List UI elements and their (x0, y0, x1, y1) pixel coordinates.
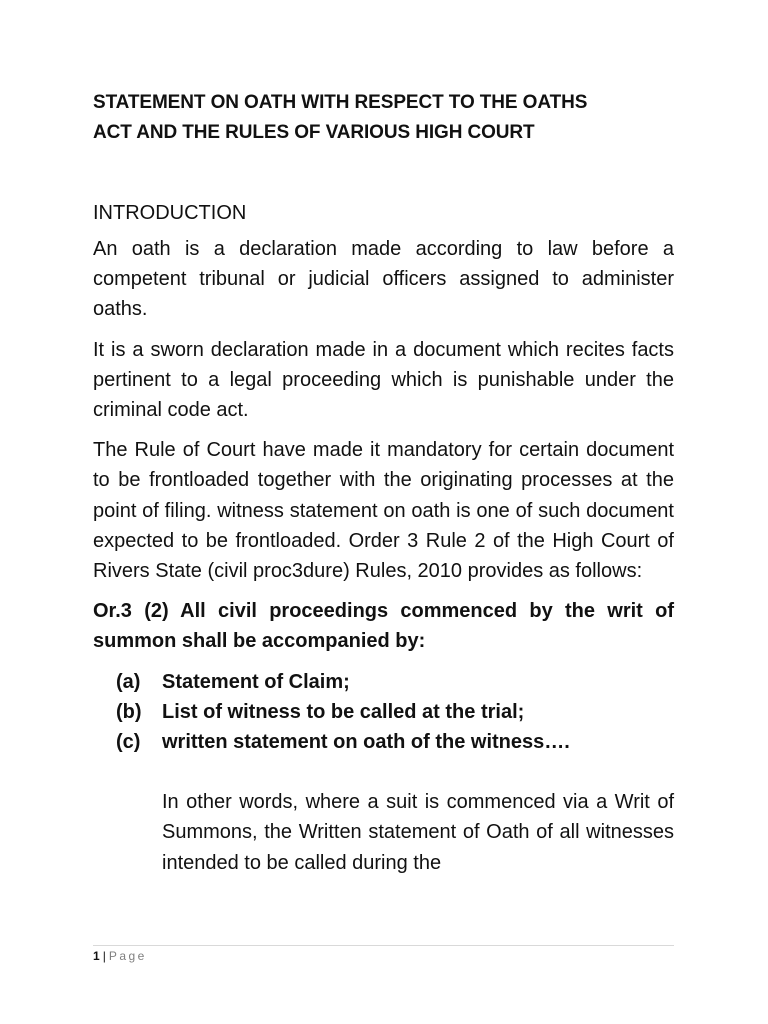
paragraph-in-other-words: In other words, where a suit is commenced via a Writ of Summons, the Written statement of Oath of all witnesses intended to be called during the (162, 791, 674, 874)
list-item (93, 697, 674, 727)
document-title (93, 88, 674, 148)
footer-separator: | (102, 949, 106, 963)
list-item-text: Statement of Claim; (162, 670, 350, 693)
page-number: 1 (93, 949, 100, 963)
page-footer (93, 945, 674, 963)
list-item (93, 667, 674, 697)
list-item (93, 727, 674, 757)
rule-quote: Or.3 (2) All civil proceedings commenced by the writ of summon shall be accompanied by: (93, 600, 674, 653)
list-marker: (a) (116, 670, 141, 693)
page-label: Page (108, 949, 147, 963)
list-marker: (b) (116, 700, 142, 723)
list-item-text: written statement on oath of the witness…. (162, 731, 570, 754)
paragraph-sworn-declaration: It is a sworn declaration made in a document which recites facts pertinent to a legal proceeding which is punishable under the criminal code act. (93, 338, 674, 422)
list-item-text: List of witness to be called at the trial; (162, 700, 525, 723)
page-content (93, 88, 674, 878)
title-line-1: STATEMENT ON OATH WITH RESPECT TO THE OATHS (93, 92, 588, 113)
paragraph-oath-definition: An oath is a declaration made according to law before a competent tribunal or judicial officers assigned to administer oaths. (93, 238, 674, 321)
list-marker: (c) (116, 731, 141, 754)
paragraph-rule-of-court: The Rule of Court have made it mandatory for certain document to be frontloaded together with the originating processes at the point of filing. witness statement on oath is one of such document expected to be frontloaded. Order 3 Rule 2 of the High Court of Rivers State (civil proc3dure) Rules, 2010 provides as follows: (93, 439, 674, 583)
requirements-list (93, 667, 674, 758)
introduction-heading: INTRODUCTION (93, 202, 247, 224)
title-line-2: ACT AND THE RULES OF VARIOUS HIGH COURT (93, 122, 535, 143)
